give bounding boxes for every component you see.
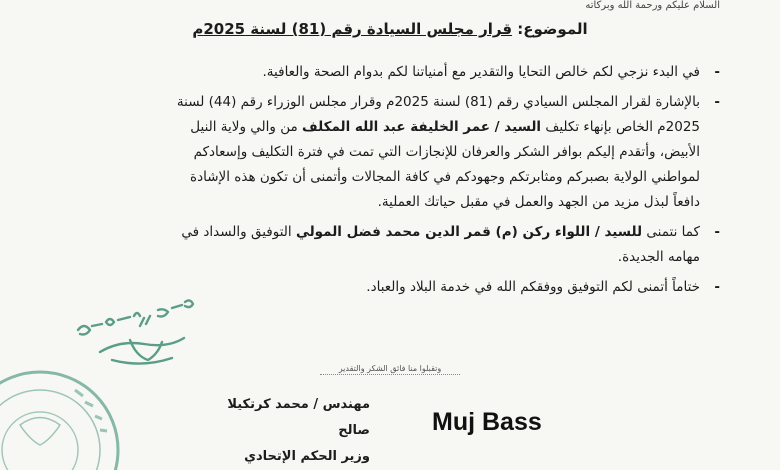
signatory-title: وزير الحكم الإتحادي: [244, 449, 370, 464]
former-governor-name: السيد / عمر الخليفة عبد الله المكلف: [302, 119, 542, 135]
paragraph-wishes: [165, 220, 720, 270]
paragraph-decision: [165, 90, 720, 215]
paragraph-closing: [165, 275, 720, 300]
paragraph-text: كما نتمنى: [646, 224, 700, 240]
letter-subject: [0, 18, 780, 40]
new-governor-name: للسيد / اللواء ركن (م) قمر الدين محمد فضل المولي: [295, 224, 643, 240]
paragraph-text: بالإشارة لقرار المجلس السيادي رقم (81) لسنة 2025م وقرار مجلس الوزراء رقم (44) لسنة 2025م الخاص بإنهاء تكليف: [176, 94, 700, 135]
bullet: -: [714, 64, 720, 80]
signature-block: [220, 392, 370, 470]
subject-text: قرار مجلس السيادة رقم (81) لسنة 2025م: [192, 20, 513, 38]
bullet: -: [714, 279, 720, 295]
thanks-line: وتقبلوا منا فائق الشكر والتقدير: [320, 364, 460, 375]
handwritten-signature: [70, 282, 215, 377]
bullet: -: [714, 224, 720, 240]
paragraph-text: التوفيق والسداد في مهامه الجديدة.: [181, 224, 700, 265]
letter-body: [165, 60, 720, 305]
signatory-name: مهندس / محمد كرتكيلا صالح: [227, 397, 370, 438]
paragraph-text: ختاماً أتمنى لكم التوفيق ووفقكم الله في خدمة البلاد والعباد.: [366, 279, 700, 295]
paragraph-text: من والي ولاية النيل الأبيض، وأتقدم إليكم بوافر الشكر والعرفان للإنجازات التي تمت في فترة التكليف وإسعادكم لمواطني الولاية بصبركم ومثابرتكم وجهودكم في كافة المجالات وأتمنى أن تكون هذه الإشادة دافعاً لبذل مزيد من الجهد والعمل في مقبل حياتك العملية.: [190, 119, 700, 210]
bullet: -: [714, 94, 720, 110]
paragraph-greeting: [165, 60, 720, 85]
subject-label: الموضوع:: [517, 20, 588, 38]
header-fragment: السلام عليكم ورحمة الله وبركاته: [585, 0, 720, 11]
paragraph-text: في البدء نزجي لكم خالص التحايا والتقدير مع أمنياتنا لكم بدوام الصحة والعافية.: [262, 64, 700, 80]
watermark-text: Muj Bass: [432, 408, 542, 436]
